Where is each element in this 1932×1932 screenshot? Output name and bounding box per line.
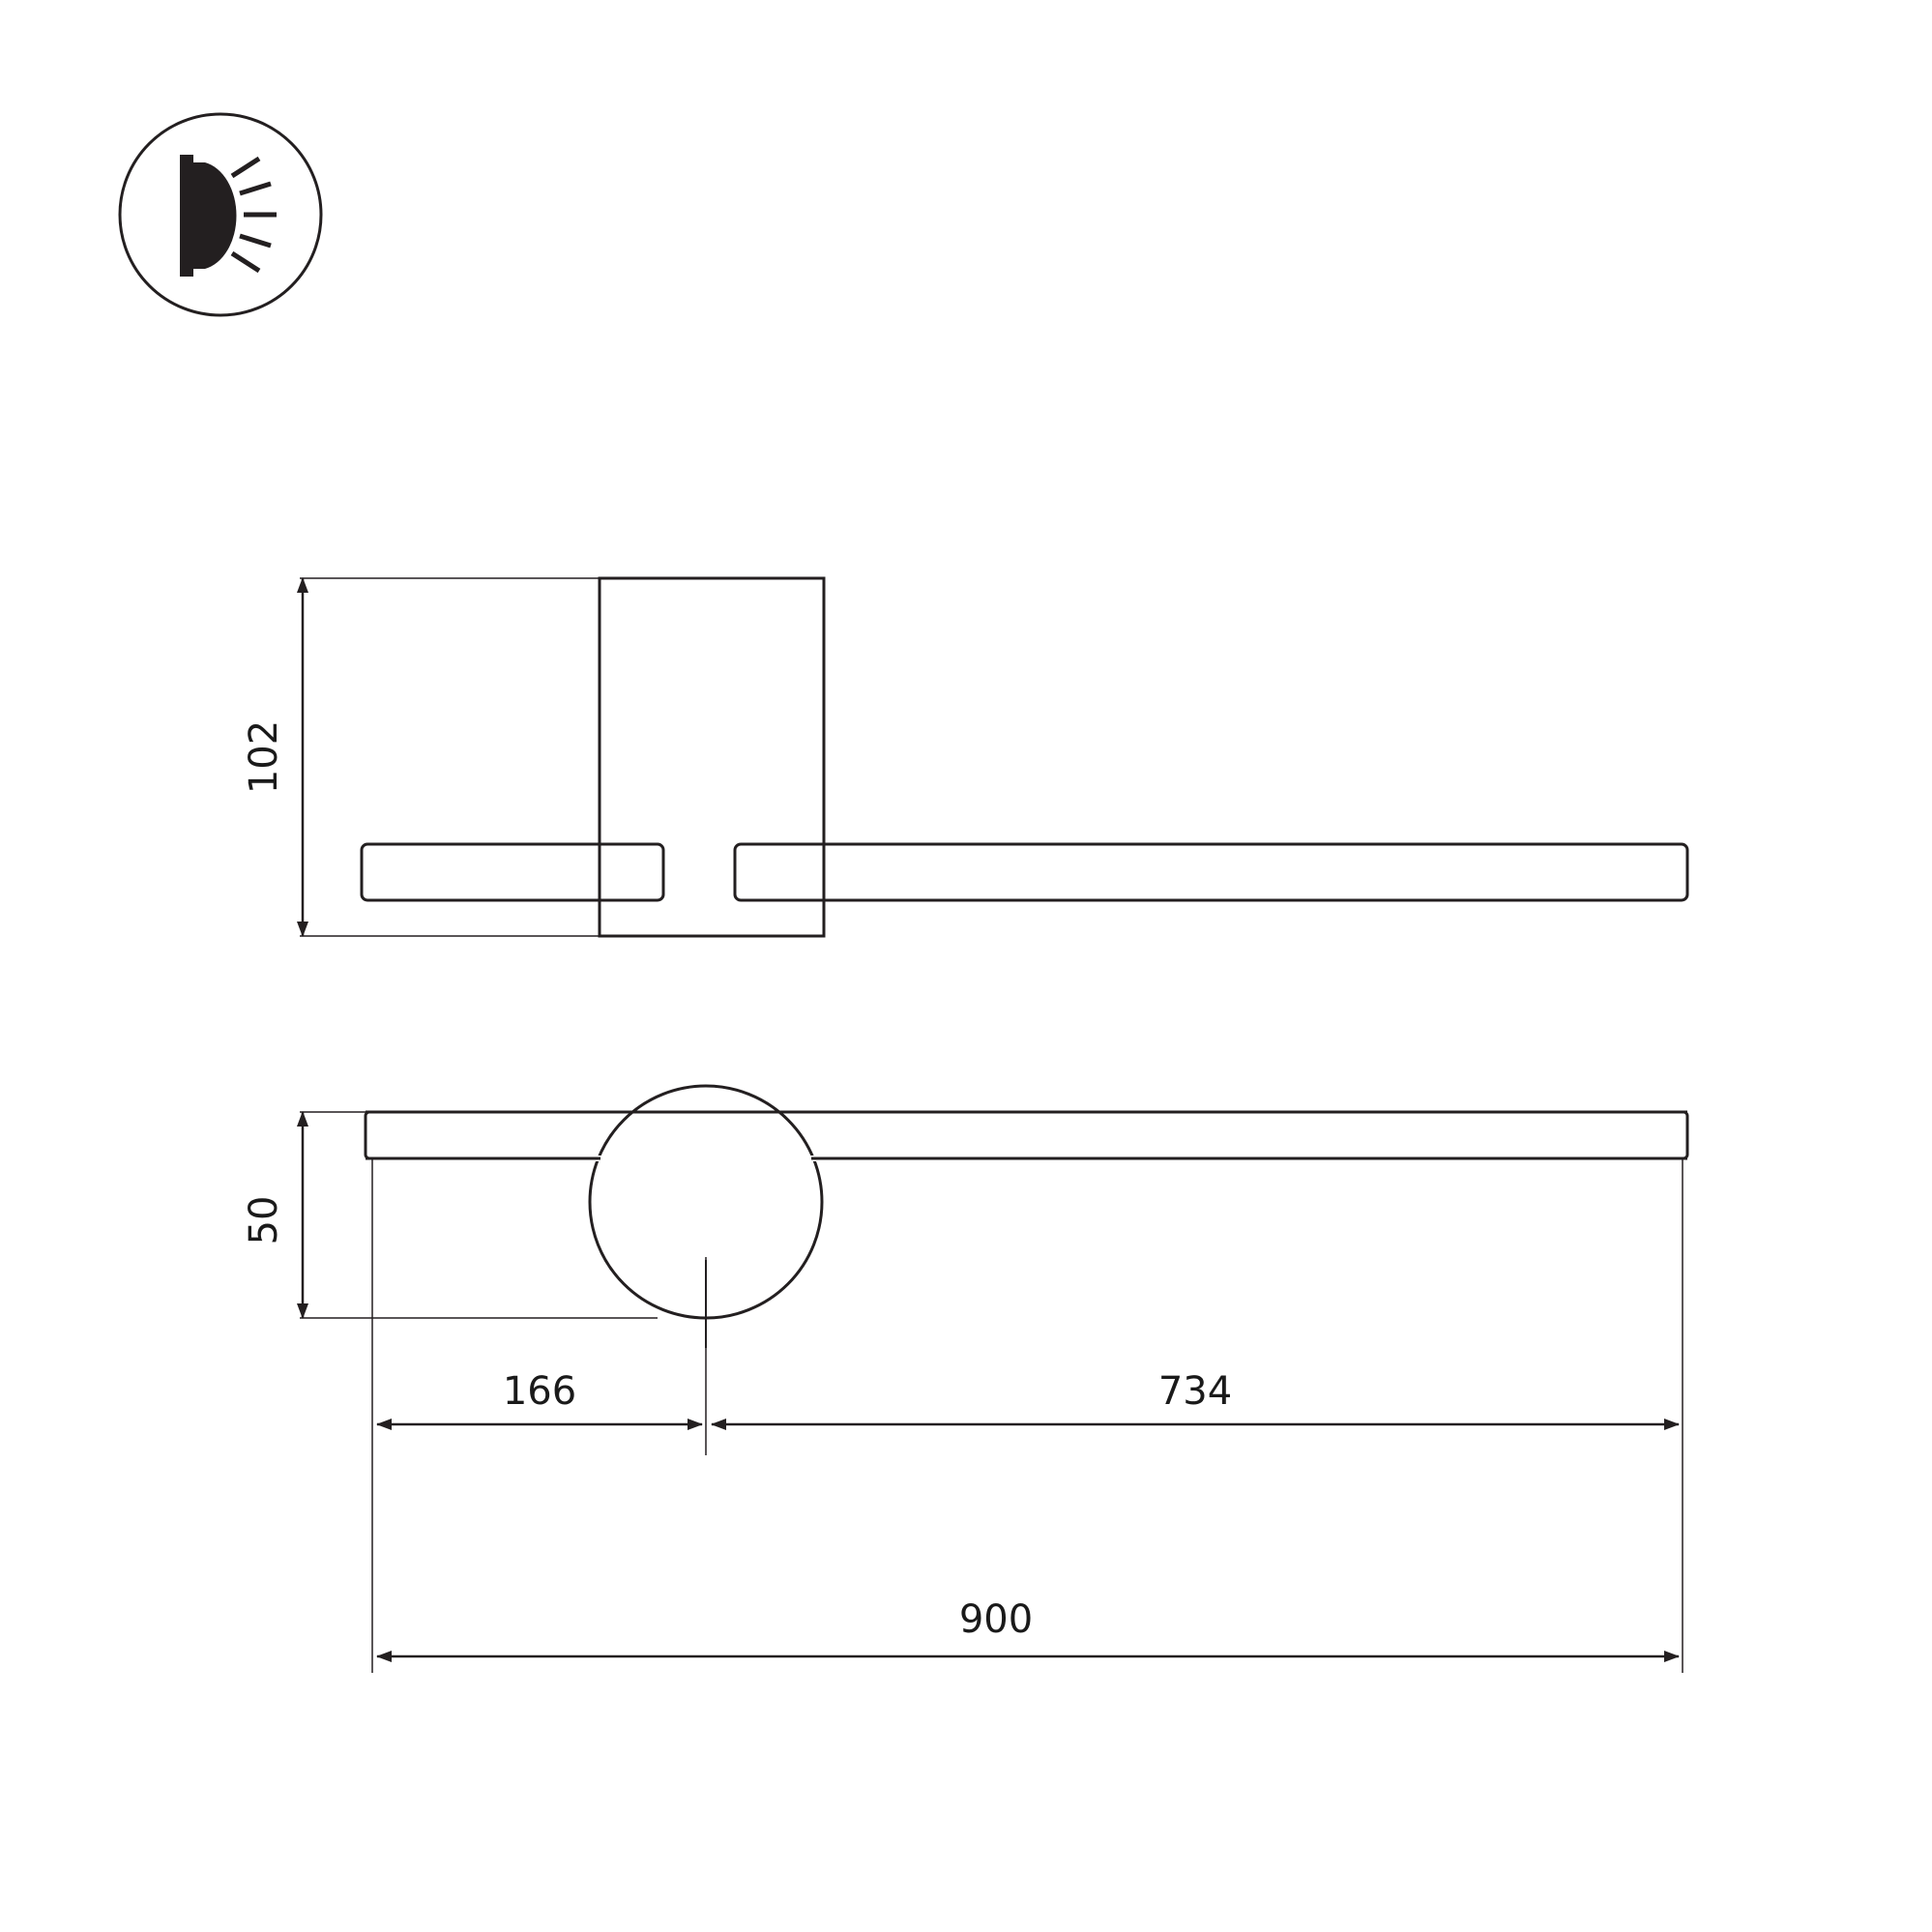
dimension-depth-50	[242, 1112, 303, 1318]
dimension-label-900: 900	[958, 1597, 1034, 1642]
dimension-734	[712, 1369, 1679, 1424]
front-view	[242, 578, 1687, 936]
wall-washer-light-icon	[120, 114, 321, 315]
top-view	[242, 1086, 1687, 1673]
dimension-label-166: 166	[502, 1369, 577, 1414]
dimension-label-102: 102	[242, 719, 286, 795]
dimension-height-102	[242, 578, 303, 936]
dimension-166	[377, 1369, 702, 1424]
dimension-900	[377, 1597, 1679, 1656]
dimension-label-50: 50	[242, 1195, 286, 1245]
dimension-label-734: 734	[1157, 1369, 1233, 1414]
